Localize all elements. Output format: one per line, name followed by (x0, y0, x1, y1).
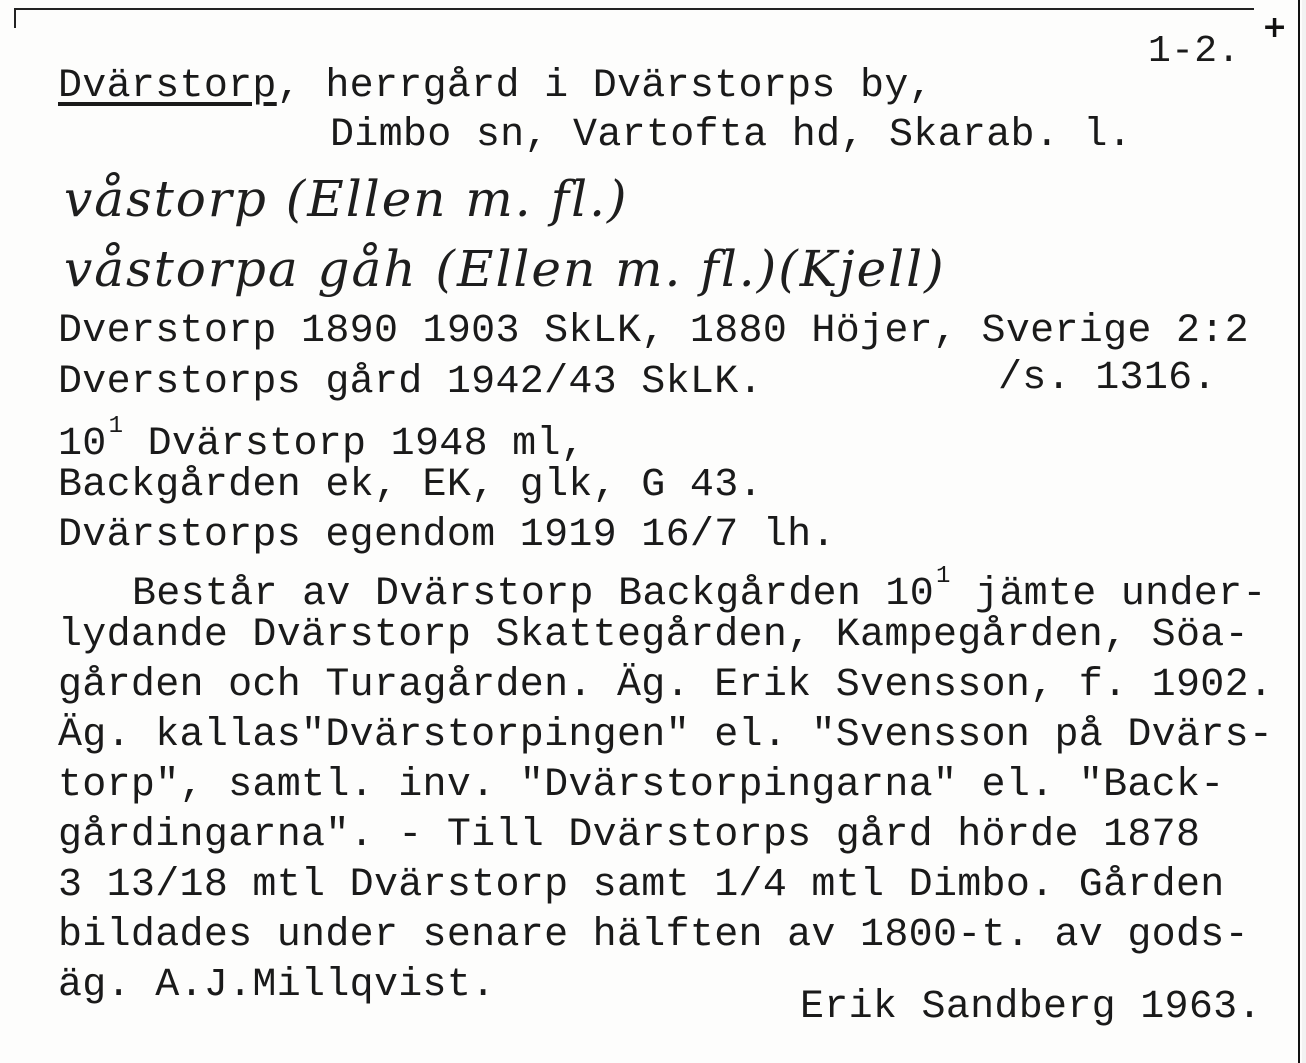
card-border-top (14, 8, 1254, 10)
headword: Dvärstorp (58, 64, 277, 109)
body-line-3: gården och Turagården. Äg. Erik Svensson, f. 1902. (58, 663, 1274, 708)
body-line-9: äg. A.J.Millqvist. (58, 963, 496, 1008)
header-line-2: Dimbo sn, Vartofta hd, Skarab. l. (330, 113, 1133, 158)
card-number: 1-2. (1148, 30, 1241, 73)
record-line-5: Dvärstorps egendom 1919 16/7 lh. (58, 513, 836, 558)
card-border-left (14, 8, 16, 28)
record-line-1: Dverstorp 1890 1903 SkLK, 1880 Höjer, Sverige 2:2 (58, 309, 1249, 354)
body-line-1-start: Består av Dvärstorp Backgården 10 (132, 572, 935, 617)
card-margin-right (1302, 0, 1306, 1063)
body-line-4: Äg. kallas"Dvärstorpingen" el. "Svensson på Dvärs- (58, 713, 1274, 758)
author-signature: Erik Sandberg 1963. (800, 985, 1262, 1030)
handwritten-pronunciation-2: våstorpa gåh (Ellen m. fl.)(Kjell) (64, 240, 946, 298)
header-line-1 (58, 64, 933, 109)
handwritten-pronunciation-1: våstorp (Ellen m. fl.) (64, 170, 629, 228)
record-line-4: Backgården ek, EK, glk, G 43. (58, 463, 763, 508)
record-number-superscript: 1 (108, 413, 124, 440)
body-line-5: torp", samtl. inv. "Dvärstorpingarna" el. "Back- (58, 763, 1225, 808)
record-page-reference: /s. 1316. (998, 356, 1217, 401)
record-line-3 (58, 413, 585, 467)
corner-plus-mark: + (1262, 10, 1288, 45)
body-line-8: bildades under senare hälften av 1800-t. av gods- (58, 913, 1249, 958)
card-border-right (1298, 0, 1300, 1063)
record-line-2: Dverstorps gård 1942/43 SkLK. (58, 360, 763, 405)
header-line-1-rest: , herrgård i Dvärstorps by, (276, 64, 933, 109)
record-line-3-text: Dvärstorp 1948 ml, (147, 422, 586, 467)
body-line-1 (132, 563, 1267, 617)
body-line-2: lydande Dvärstorp Skattegården, Kampegården, Söa- (58, 613, 1249, 658)
body-line-1-superscript: 1 (936, 563, 951, 590)
body-line-7: 3 13/18 mtl Dvärstorp samt 1/4 mtl Dimbo. Gården (58, 863, 1225, 908)
record-number: 10 (58, 422, 107, 467)
body-line-1-end: jämte under- (975, 572, 1267, 617)
body-line-6: gårdingarna". - Till Dvärstorps gård hörde 1878 (58, 813, 1201, 858)
